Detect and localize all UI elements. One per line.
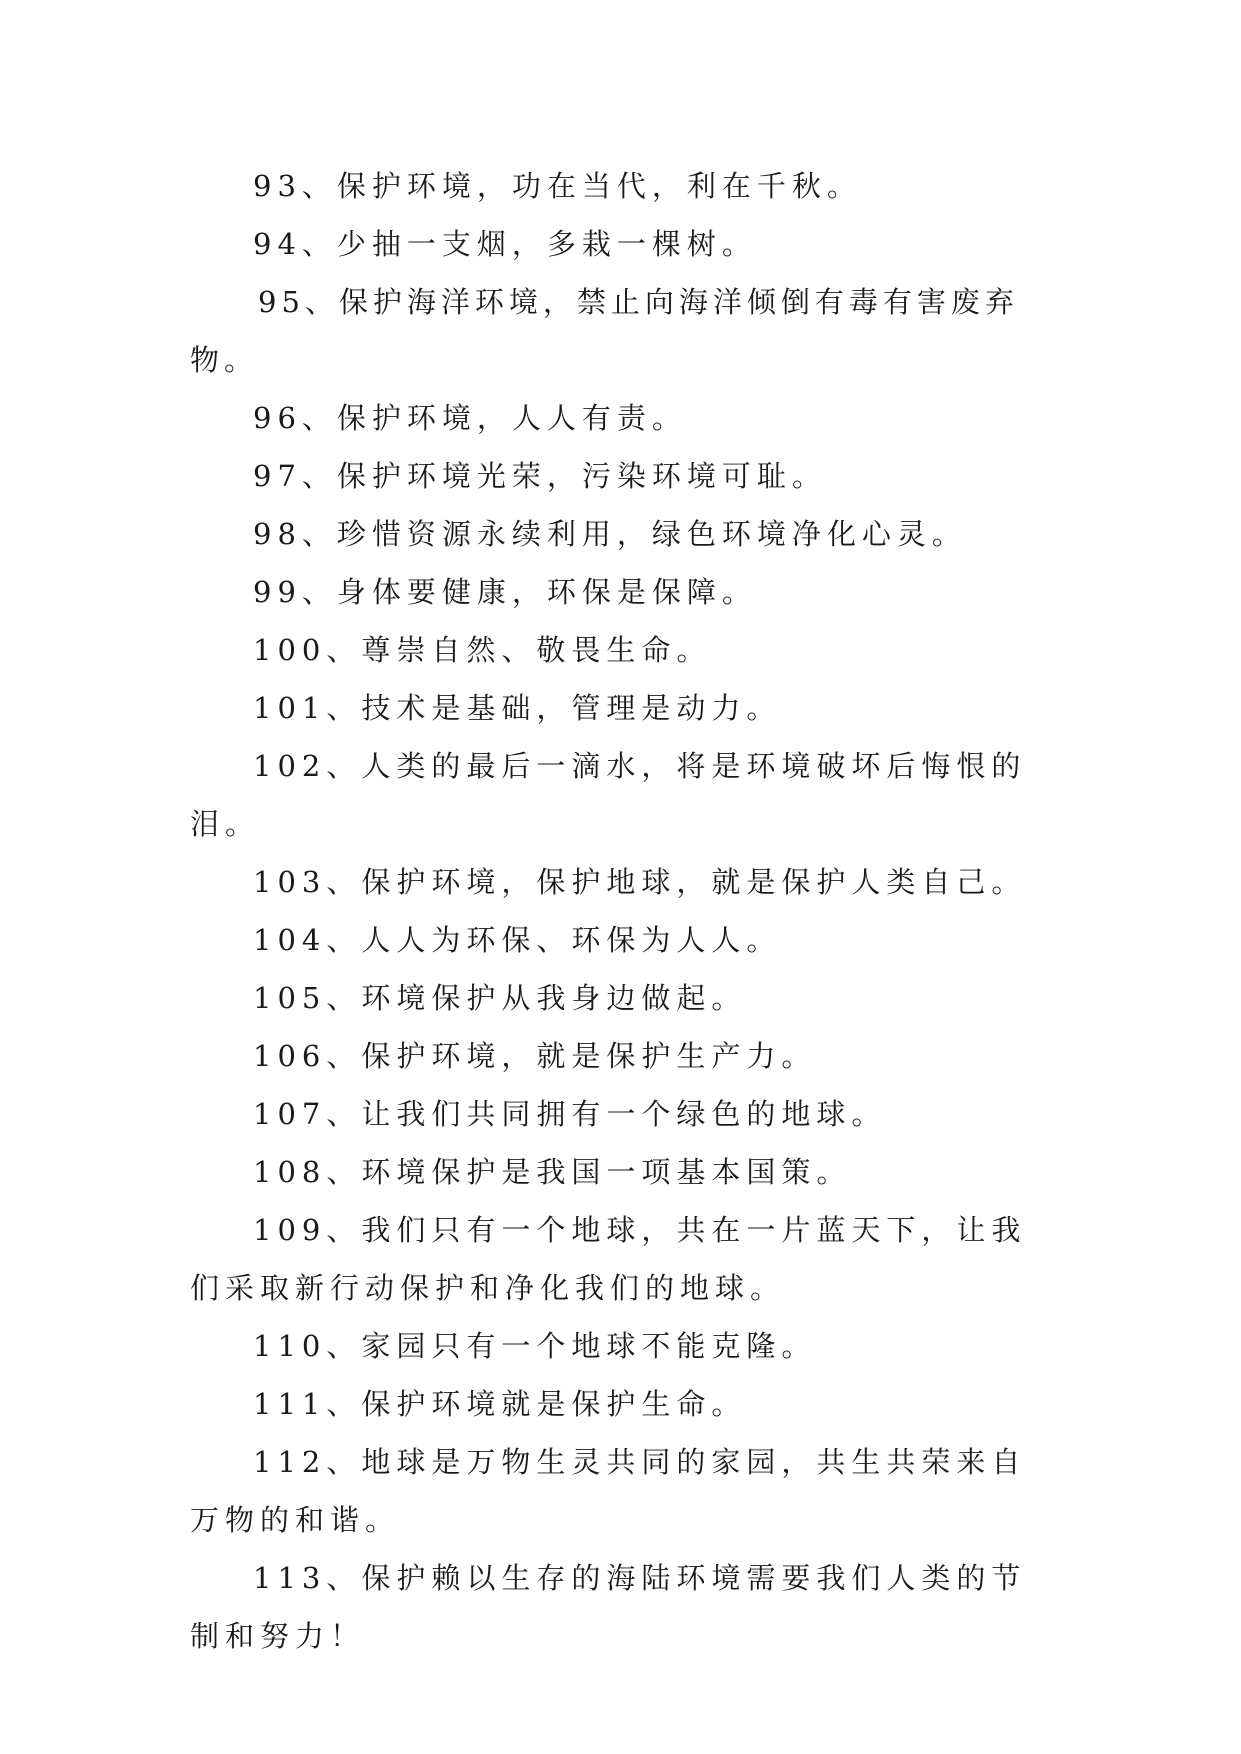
- paragraph-109: 109、我们只有一个地球，共在一片蓝天下，让我们采取新行动保护和净化我们的地球。: [190, 1213, 1027, 1305]
- paragraph-103: 103、保护环境，保护地球，就是保护人类自己。: [253, 865, 1027, 899]
- paragraph-99: 99、身体要健康，环保是保障。: [253, 575, 757, 609]
- paragraph-113: 113、保护赖以生存的海陆环境需要我们人类的节制和努力！: [190, 1561, 1027, 1653]
- paragraph-98: 98、珍惜资源永续利用，绿色环境净化心灵。: [253, 517, 967, 551]
- paragraph-107: 107、让我们共同拥有一个绿色的地球。: [253, 1097, 887, 1131]
- paragraph-111: 111、保护环境就是保护生命。: [253, 1387, 747, 1421]
- document-body: [190, 157, 1050, 1665]
- paragraph-112: 112、地球是万物生灵共同的家园，共生共荣来自万物的和谐。: [190, 1445, 1027, 1537]
- paragraph-106: 106、保护环境，就是保护生产力。: [253, 1039, 817, 1073]
- paragraph-93: 93、保护环境，功在当代，利在千秋。: [253, 169, 862, 203]
- paragraph-110: 110、家园只有一个地球不能克隆。: [253, 1329, 817, 1363]
- paragraph-94: 94、少抽一支烟，多栽一棵树。: [253, 227, 757, 261]
- paragraph-102: 102、人类的最后一滴水，将是环境破坏后悔恨的泪。: [190, 749, 1027, 841]
- paragraph-101: 101、技术是基础，管理是动力。: [253, 691, 782, 725]
- paragraph-105: 105、环境保护从我身边做起。: [253, 981, 747, 1015]
- paragraph-108: 108、环境保护是我国一项基本国策。: [253, 1155, 852, 1189]
- paragraph-100: 100、尊崇自然、敬畏生命。: [253, 633, 712, 667]
- paragraph-95: 95、保护海洋环境，禁止向海洋倾倒有毒有害废弃物。: [190, 285, 1019, 377]
- paragraph-97: 97、保护环境光荣，污染环境可耻。: [253, 459, 827, 493]
- paragraph-104: 104、人人为环保、环保为人人。: [253, 923, 782, 957]
- paragraph-96: 96、保护环境，人人有责。: [253, 401, 687, 435]
